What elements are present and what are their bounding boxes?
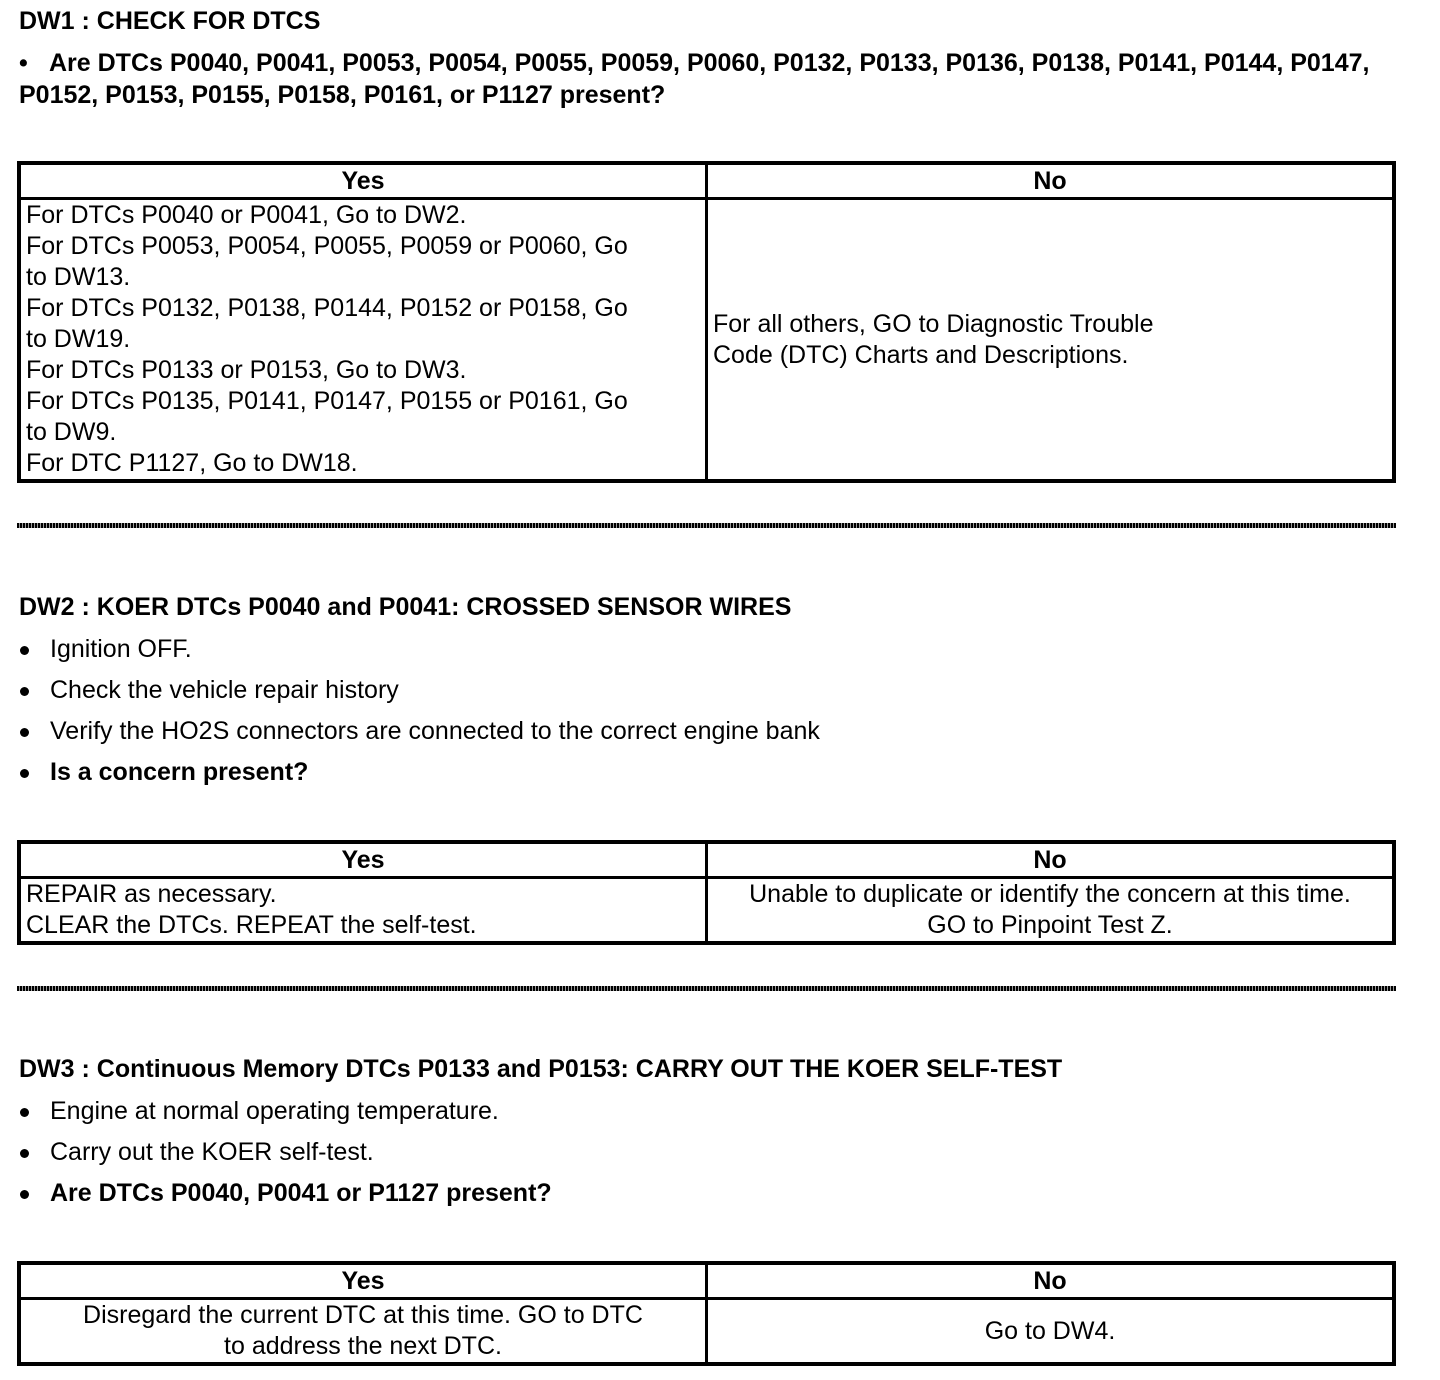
dw2-bullet-list: [19, 634, 820, 798]
bullet-icon: •: [19, 49, 28, 77]
dw3-no-cell: [707, 1299, 1395, 1365]
dw1-yes-line: to DW13.: [26, 263, 131, 291]
list-item: Ignition OFF.: [19, 634, 820, 675]
dw1-yes-header: Yes: [19, 163, 707, 199]
section-divider: [17, 523, 1396, 528]
dw3-yes-cell: [19, 1299, 707, 1365]
dw3-decision-table: [17, 1261, 1396, 1366]
dw1-question-text: Are DTCs P0040, P0041, P0053, P0054, P0055, P0059, P0060, P0132, P0133, P0136, P0138, P0141, P0144, P0147, P0152, P0153, P0155, P0158, P0161, or P1127 present?: [19, 49, 1370, 109]
section-divider: [17, 986, 1396, 991]
dw2-yes-header: Yes: [19, 842, 707, 878]
dw3-question: Are DTCs P0040, P0041 or P1127 present?: [19, 1178, 552, 1219]
dw1-no-header: No: [707, 163, 1395, 199]
dw1-no-line: For all others, GO to Diagnostic Trouble: [713, 309, 1154, 338]
dw1-yes-line: For DTCs P0133 or P0153, Go to DW3.: [26, 356, 467, 384]
dw1-yes-line: For DTC P1127, Go to DW18.: [26, 449, 358, 477]
dw1-heading: DW1 : CHECK FOR DTCS: [19, 7, 321, 35]
dw2-decision-table: [17, 840, 1396, 945]
dw3-yes-line: to address the next DTC.: [224, 1332, 502, 1360]
dw2-no-line: GO to Pinpoint Test Z.: [927, 911, 1173, 939]
dw3-yes-header: Yes: [19, 1263, 707, 1299]
dw1-yes-line: For DTCs P0040 or P0041, Go to DW2.: [26, 201, 467, 229]
dw2-no-header: No: [707, 842, 1395, 878]
dw2-no-line: Unable to duplicate or identify the concern at this time.: [749, 880, 1351, 908]
list-item: Verify the HO2S connectors are connected to the correct engine bank: [19, 716, 820, 757]
dw1-decision-table: [17, 161, 1396, 483]
dw2-yes-line: CLEAR the DTCs. REPEAT the self-test.: [26, 911, 477, 939]
dw2-heading: DW2 : KOER DTCs P0040 and P0041: CROSSED SENSOR WIRES: [19, 593, 792, 621]
dw2-yes-cell: [19, 878, 707, 944]
dw1-yes-line: to DW9.: [26, 418, 117, 446]
dw1-yes-line: For DTCs P0132, P0138, P0144, P0152 or P0158, Go: [26, 294, 628, 322]
dw2-yes-line: REPAIR as necessary.: [26, 880, 277, 908]
dw3-yes-line: Disregard the current DTC at this time. GO to DTC: [83, 1301, 643, 1329]
dw1-no-cell: [707, 199, 1395, 482]
list-item: Engine at normal operating temperature.: [19, 1096, 552, 1137]
list-item: Check the vehicle repair history: [19, 675, 820, 716]
dw1-yes-cell: [19, 199, 707, 482]
dw1-question: [19, 47, 1379, 111]
list-item: Carry out the KOER self-test.: [19, 1137, 552, 1178]
dw2-question: Is a concern present?: [19, 757, 820, 798]
dw1-yes-line: For DTCs P0135, P0141, P0147, P0155 or P0161, Go: [26, 387, 628, 415]
dw3-no-line: Go to DW4.: [984, 1316, 1116, 1345]
dw3-bullet-list: [19, 1096, 552, 1219]
dw1-no-line: Code (DTC) Charts and Descriptions.: [713, 340, 1129, 369]
dw2-no-cell: [707, 878, 1395, 944]
dw1-yes-line: to DW19.: [26, 325, 131, 353]
dw1-yes-line: For DTCs P0053, P0054, P0055, P0059 or P0060, Go: [26, 232, 628, 260]
dw3-heading: DW3 : Continuous Memory DTCs P0133 and P0153: CARRY OUT THE KOER SELF-TEST: [19, 1055, 1063, 1083]
dw3-no-header: No: [707, 1263, 1395, 1299]
